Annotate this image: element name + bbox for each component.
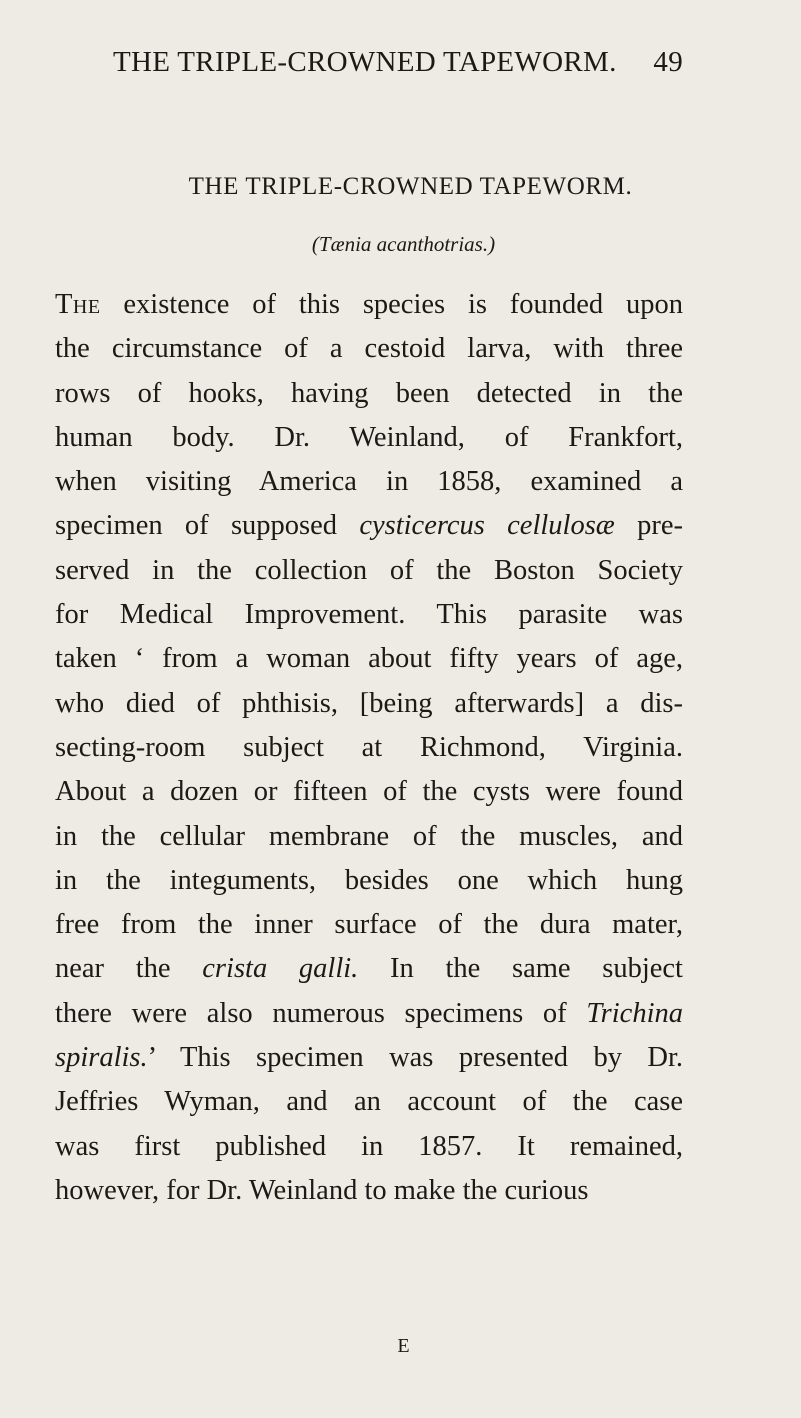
text-line: was first published in 1857. It remained, [55,1130,683,1162]
text-line: for Medical Improvement. This parasite was [55,599,683,631]
text-line: spiralis.’ This specimen was presented by Dr. [55,1042,683,1074]
text-line: rows of hooks, having been detected in the [55,377,683,409]
text-line: taken ‘ from a woman about fifty years of age, [55,643,683,675]
text-line: there were also numerous specimens of Trichina [55,997,683,1029]
italic-term: crista galli. [202,953,359,985]
text-line: in the cellular membrane of the muscles, and [55,820,683,852]
text-line: human body. Dr. Weinland, of Frankfort, [55,421,683,453]
text-line: however, for Dr. Weinland to make the curious [55,1174,589,1206]
text-line: the circumstance of a cestoid larva, with three [55,333,683,365]
text-line: The existence of this species is founded upon [55,289,683,320]
text-line: in the integuments, besides one which hung [55,864,683,896]
drop-word: The [55,289,101,320]
text-line: specimen of supposed cysticercus cellulosæ pre- [55,510,683,542]
italic-term: cysticercus cellulosæ [359,510,615,542]
text-line: served in the collection of the Boston Society [55,554,683,586]
text-line: free from the inner surface of the dura mater, [55,909,683,941]
text-line: secting-room subject at Richmond, Virginia. [55,731,683,763]
text-line: near the crista galli. In the same subject [55,953,683,985]
text-line: About a dozen or fifteen of the cysts were found [55,776,683,808]
running-title: THE TRIPLE-CROWNED TAPEWORM. [113,46,617,78]
italic-term: Trichina [586,997,683,1029]
text-line: when visiting America in 1858, examined a [55,466,683,498]
page-number: 49 [653,46,683,78]
species-subtitle: (Tænia acanthotrias.) [311,232,496,256]
section-title: THE TRIPLE-CROWNED TAPEWORM. [188,173,633,200]
text-line: who died of phthisis, [being afterwards] a dis- [55,687,683,719]
body-text [55,283,683,1213]
italic-term: spiralis. [55,1042,148,1074]
signature-mark: E [397,1335,410,1357]
text-line: Jeffries Wyman, and an account of the case [55,1086,683,1118]
